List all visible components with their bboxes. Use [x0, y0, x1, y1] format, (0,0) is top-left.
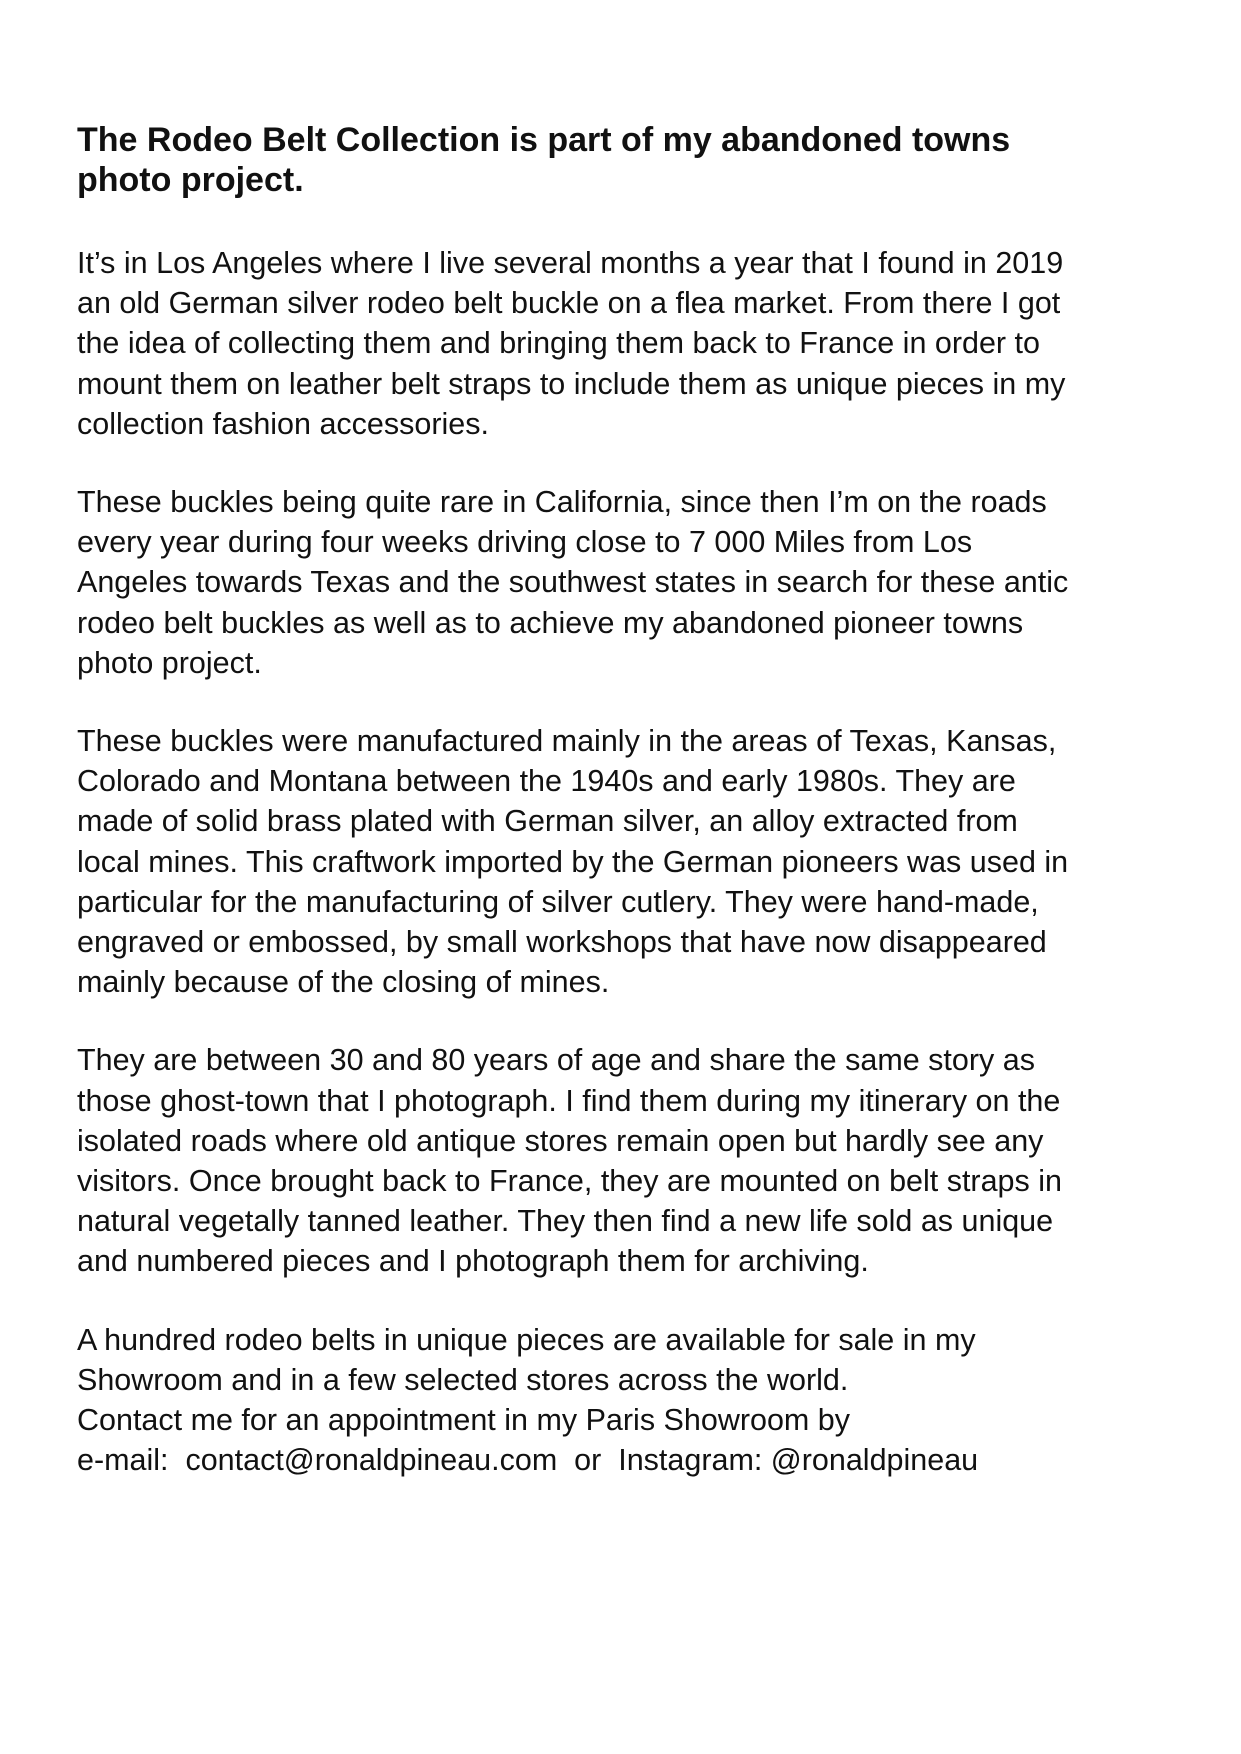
paragraph-line: local mines. This craftwork imported by the German pioneers was used in: [77, 844, 1069, 879]
paragraph-line: mainly because of the closing of mines.: [77, 965, 610, 1000]
paragraph-line: rodeo belt buckles as well as to achieve my abandoned pioneer towns: [77, 605, 1024, 640]
title-line-1: The Rodeo Belt Collection is part of my abandoned towns: [77, 121, 1011, 159]
paragraph-line: These buckles being quite rare in California, since then I’m on the roads: [77, 485, 1047, 520]
paragraph-line: an old German silver rodeo belt buckle on a flea market. From there I got: [77, 286, 1061, 321]
paragraph-line: They are between 30 and 80 years of age and share the same story as: [77, 1043, 1035, 1078]
paragraph-line: the idea of collecting them and bringing them back to France in order to: [77, 326, 1040, 361]
paragraph-line: A hundred rodeo belts in unique pieces are available for sale in my: [77, 1322, 976, 1357]
paragraph-contact: [77, 1320, 1177, 1481]
paragraph-line: Colorado and Montana between the 1940s and early 1980s. They are: [77, 764, 1016, 799]
paragraph-discovery: [77, 243, 1177, 444]
paragraph-manufacturing: [77, 721, 1177, 1002]
document-title: [77, 120, 1177, 200]
paragraph-line: isolated roads where old antique stores remain open but hardly see any: [77, 1123, 1044, 1158]
paragraph-line: mount them on leather belt straps to include them as unique pieces in my: [77, 366, 1066, 401]
document-page: [77, 120, 1177, 1518]
paragraph-line: every year during four weeks driving close to 7 000 Miles from Los: [77, 525, 973, 560]
paragraph-line: natural vegetally tanned leather. They then find a new life sold as unique: [77, 1204, 1054, 1239]
contact-info-line: e-mail: contact@ronaldpineau.com or Instagram: @ronaldpineau: [77, 1443, 979, 1478]
paragraph-line: particular for the manufacturing of silver cutlery. They were hand-made,: [77, 884, 1039, 919]
title-line-2: photo project.: [77, 161, 304, 199]
paragraph-line: It’s in Los Angeles where I live several months a year that I found in 2019: [77, 246, 1064, 280]
paragraph-line: photo project.: [77, 645, 262, 680]
paragraph-line: Showroom and in a few selected stores across the world.: [77, 1362, 849, 1397]
paragraph-line: Angeles towards Texas and the southwest states in search for these antic: [77, 565, 1069, 600]
paragraph-line: engraved or embossed, by small workshops that have now disappeared: [77, 925, 1047, 960]
paragraph-line: collection fashion accessories.: [77, 406, 489, 441]
paragraph-line: These buckles were manufactured mainly in the areas of Texas, Kansas,: [77, 724, 1057, 759]
paragraph-line: and numbered pieces and I photograph them for archiving.: [77, 1244, 869, 1279]
paragraph-line: made of solid brass plated with German silver, an alloy extracted from: [77, 804, 1018, 839]
paragraph-age-and-story: [77, 1040, 1177, 1281]
paragraph-line: Contact me for an appointment in my Paris Showroom by: [77, 1403, 851, 1438]
paragraph-road-trip: [77, 482, 1177, 683]
paragraph-line: visitors. Once brought back to France, they are mounted on belt straps in: [77, 1164, 1062, 1199]
paragraph-line: those ghost-town that I photograph. I find them during my itinerary on the: [77, 1083, 1061, 1118]
